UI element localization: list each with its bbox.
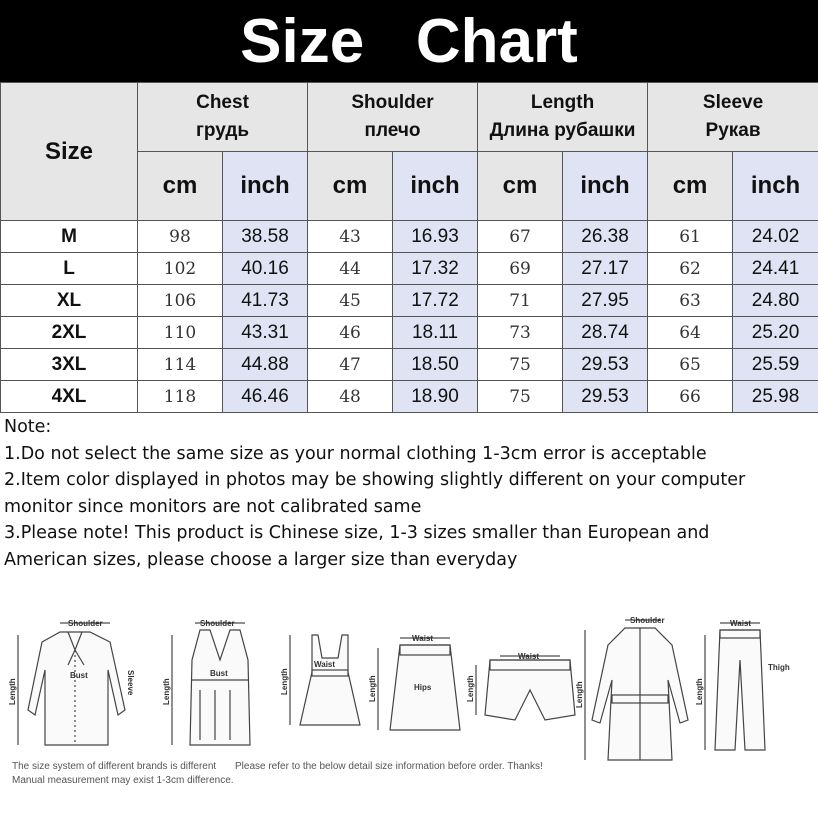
cm-value-cell: 110 bbox=[138, 317, 223, 349]
cm-value-cell: 66 bbox=[648, 381, 733, 413]
inch-value-cell: 46.46 bbox=[223, 381, 308, 413]
dress-illustration bbox=[300, 635, 360, 725]
note-line: 3.Please note! This product is Chinese size, 1-3 sizes smaller than European and bbox=[4, 523, 710, 543]
diagram-caption: Manual measurement may exist 1-3cm difference. bbox=[12, 775, 234, 786]
hips-label: Hips bbox=[414, 683, 432, 692]
length-label: Length bbox=[368, 675, 377, 702]
notes-section bbox=[4, 414, 816, 573]
note-line: 2.Item color displayed in photos may be showing slightly different on your computer bbox=[4, 470, 746, 490]
cm-value-cell: 73 bbox=[478, 317, 563, 349]
cm-value-cell: 102 bbox=[138, 253, 223, 285]
cm-value-cell: 45 bbox=[308, 285, 393, 317]
bust-label: Bust bbox=[70, 671, 88, 680]
cm-value-cell: 69 bbox=[478, 253, 563, 285]
length-label: Length bbox=[8, 678, 17, 705]
waist-label: Waist bbox=[730, 619, 752, 628]
length-label: Length bbox=[280, 668, 289, 695]
thigh-label: Thigh bbox=[768, 663, 790, 672]
waist-label: Waist bbox=[518, 652, 540, 661]
inch-value-cell: 17.72 bbox=[393, 285, 478, 317]
table-row bbox=[1, 349, 818, 381]
cm-value-cell: 75 bbox=[478, 349, 563, 381]
inch-value-cell: 41.73 bbox=[223, 285, 308, 317]
measurement-diagram bbox=[0, 590, 818, 822]
cm-value-cell: 61 bbox=[648, 221, 733, 253]
length-header: Length Длина рубашки bbox=[478, 83, 648, 152]
length-label: Length bbox=[466, 675, 475, 702]
cm-value-cell: 75 bbox=[478, 381, 563, 413]
unit-inch-header: inch bbox=[733, 152, 818, 221]
note-line: 1.Do not select the same size as your normal clothing 1-3cm error is acceptable bbox=[4, 443, 707, 464]
cm-value-cell: 118 bbox=[138, 381, 223, 413]
chest-header: Chest грудь bbox=[138, 83, 308, 152]
cm-value-cell: 65 bbox=[648, 349, 733, 381]
size-table bbox=[0, 82, 818, 413]
size-cell: 4XL bbox=[1, 381, 138, 413]
unit-cm-header: cm bbox=[308, 152, 393, 221]
cm-value-cell: 46 bbox=[308, 317, 393, 349]
table-row bbox=[1, 317, 818, 349]
inch-value-cell: 18.50 bbox=[393, 349, 478, 381]
cm-value-cell: 114 bbox=[138, 349, 223, 381]
page-title: Size Chart bbox=[0, 0, 818, 82]
inch-value-cell: 40.16 bbox=[223, 253, 308, 285]
diagram-caption: Please refer to the below detail size information before order. Thanks! bbox=[235, 761, 543, 772]
shoulder-label: Shoulder bbox=[200, 619, 235, 628]
cm-value-cell: 63 bbox=[648, 285, 733, 317]
blouse-illustration bbox=[28, 632, 125, 745]
bust-label: Bust bbox=[210, 669, 228, 678]
unit-inch-header: inch bbox=[563, 152, 648, 221]
notes-title: Note: bbox=[4, 417, 52, 437]
cm-value-cell: 67 bbox=[478, 221, 563, 253]
cm-value-cell: 62 bbox=[648, 253, 733, 285]
inch-value-cell: 28.74 bbox=[563, 317, 648, 349]
waist-label: Waist bbox=[412, 634, 434, 643]
inch-value-cell: 24.80 bbox=[733, 285, 818, 317]
inch-value-cell: 29.53 bbox=[563, 381, 648, 413]
unit-cm-header: cm bbox=[478, 152, 563, 221]
table-row bbox=[1, 221, 818, 253]
cm-value-cell: 44 bbox=[308, 253, 393, 285]
inch-value-cell: 25.20 bbox=[733, 317, 818, 349]
table-row bbox=[1, 381, 818, 413]
inch-value-cell: 27.17 bbox=[563, 253, 648, 285]
diagram-caption: The size system of different brands is different bbox=[12, 761, 217, 772]
sleeve-label: Sleeve bbox=[126, 670, 135, 696]
size-cell: XL bbox=[1, 285, 138, 317]
inch-value-cell: 24.02 bbox=[733, 221, 818, 253]
cm-value-cell: 47 bbox=[308, 349, 393, 381]
size-cell: 3XL bbox=[1, 349, 138, 381]
inch-value-cell: 18.11 bbox=[393, 317, 478, 349]
inch-value-cell: 17.32 bbox=[393, 253, 478, 285]
shorts-illustration bbox=[485, 660, 575, 720]
shoulder-header: Shoulder плечо bbox=[308, 83, 478, 152]
inch-value-cell: 25.98 bbox=[733, 381, 818, 413]
table-row bbox=[1, 253, 818, 285]
length-label: Length bbox=[695, 678, 704, 705]
cm-value-cell: 106 bbox=[138, 285, 223, 317]
inch-value-cell: 38.58 bbox=[223, 221, 308, 253]
size-cell: M bbox=[1, 221, 138, 253]
inch-value-cell: 29.53 bbox=[563, 349, 648, 381]
table-row bbox=[1, 285, 818, 317]
unit-cm-header: cm bbox=[138, 152, 223, 221]
unit-inch-header: inch bbox=[393, 152, 478, 221]
sleeve-header: Sleeve Рукав bbox=[648, 83, 818, 152]
inch-value-cell: 44.88 bbox=[223, 349, 308, 381]
note-line: American sizes, please choose a larger size than everyday bbox=[4, 549, 518, 570]
coat-illustration bbox=[592, 628, 688, 760]
cm-value-cell: 71 bbox=[478, 285, 563, 317]
waist-label: Waist bbox=[314, 660, 336, 669]
size-cell: 2XL bbox=[1, 317, 138, 349]
inch-value-cell: 18.90 bbox=[393, 381, 478, 413]
pants-illustration bbox=[715, 630, 765, 750]
length-label: Length bbox=[162, 678, 171, 705]
size-column-header: Size bbox=[1, 83, 138, 221]
cm-value-cell: 98 bbox=[138, 221, 223, 253]
inch-value-cell: 16.93 bbox=[393, 221, 478, 253]
size-cell: L bbox=[1, 253, 138, 285]
inch-value-cell: 25.59 bbox=[733, 349, 818, 381]
unit-cm-header: cm bbox=[648, 152, 733, 221]
shoulder-label: Shoulder bbox=[630, 616, 665, 625]
note-line: monitor since monitors are not calibrated same bbox=[4, 496, 422, 517]
inch-value-cell: 43.31 bbox=[223, 317, 308, 349]
cm-value-cell: 64 bbox=[648, 317, 733, 349]
length-label: Length bbox=[575, 681, 584, 708]
shoulder-label: Shoulder bbox=[68, 619, 103, 628]
unit-inch-header: inch bbox=[223, 152, 308, 221]
cm-value-cell: 48 bbox=[308, 381, 393, 413]
inch-value-cell: 26.38 bbox=[563, 221, 648, 253]
tank-top-illustration bbox=[190, 630, 250, 745]
inch-value-cell: 27.95 bbox=[563, 285, 648, 317]
cm-value-cell: 43 bbox=[308, 221, 393, 253]
inch-value-cell: 24.41 bbox=[733, 253, 818, 285]
